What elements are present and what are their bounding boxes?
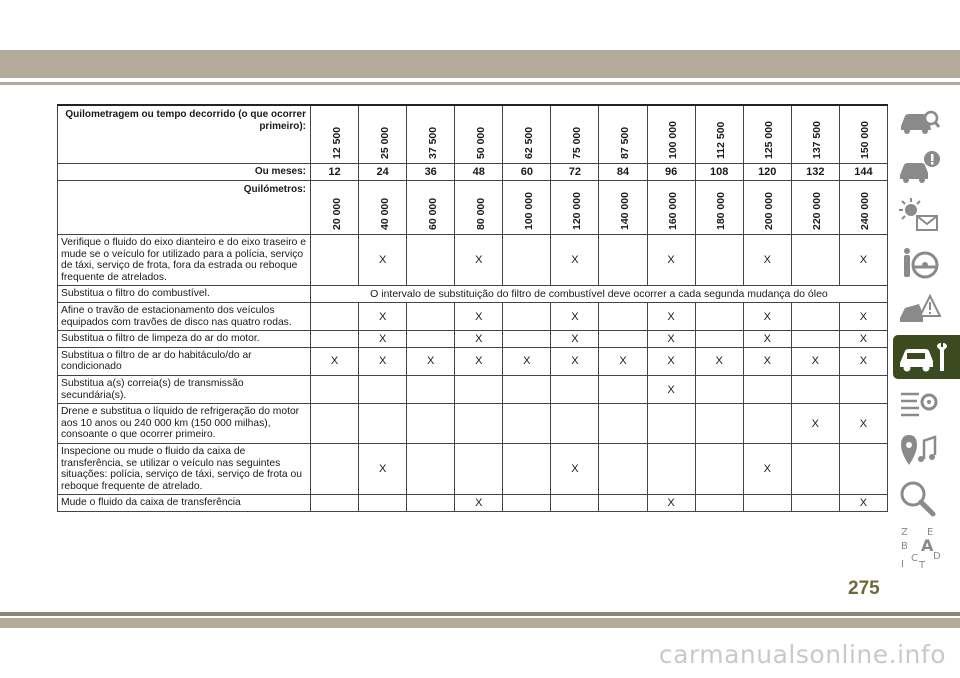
months-value: 72: [551, 164, 599, 181]
index-letter: I: [901, 559, 904, 569]
header-cell: [407, 105, 455, 164]
steering-airbag-icon: [897, 243, 941, 283]
schedule-mark: [551, 375, 599, 403]
header-value: 37 500: [426, 126, 439, 159]
header-value: 150 000: [859, 121, 872, 159]
header-value: 80 000: [474, 197, 487, 230]
row-description: Drene e substitua o líquido de refrigeração do motor aos 10 anos ou 240 000 km (150 000 milhas), consoante o que ocorrer primeiro.: [58, 404, 311, 444]
header-cell: [839, 181, 887, 235]
row-description: Substitua a(s) correia(s) de transmissão secundária(s).: [58, 375, 311, 403]
header-value: 62 500: [522, 126, 535, 159]
header-cell: [503, 105, 551, 164]
schedule-mark: [311, 404, 359, 444]
mileage-header-row: [58, 105, 888, 164]
header-value: 112 500: [715, 121, 728, 159]
table-row: [58, 404, 888, 444]
header-cell: [599, 105, 647, 164]
schedule-mark: [551, 495, 599, 512]
car-wrench-icon: [897, 337, 957, 377]
schedule-mark: X: [743, 347, 791, 375]
schedule-mark: X: [455, 331, 503, 348]
schedule-mark: X: [551, 347, 599, 375]
schedule-mark: X: [455, 235, 503, 286]
schedule-mark: X: [551, 331, 599, 348]
months-header-row: [58, 164, 888, 181]
tab-safety[interactable]: [893, 241, 943, 285]
months-value: 120: [743, 164, 791, 181]
schedule-mark: [311, 302, 359, 330]
index-letter: D: [933, 551, 941, 562]
header-cell: [791, 105, 839, 164]
schedule-mark: [599, 375, 647, 403]
schedule-mark: [695, 495, 743, 512]
table-row: [58, 286, 888, 303]
schedule-mark: [503, 302, 551, 330]
schedule-mark: X: [359, 443, 407, 494]
schedule-mark: [551, 404, 599, 444]
tab-customer-assistance[interactable]: [893, 476, 943, 520]
schedule-mark: [455, 443, 503, 494]
schedule-mark: [311, 495, 359, 512]
row-description: Substitua o filtro de ar do habitáculo/do ar condicionado: [58, 347, 311, 375]
row-description: Mude o fluido da caixa de transferência: [58, 495, 311, 512]
schedule-mark: X: [647, 375, 695, 403]
header-value: 100 000: [522, 192, 535, 230]
schedule-mark: X: [647, 495, 695, 512]
header-line: [0, 82, 960, 85]
schedule-mark: X: [743, 235, 791, 286]
schedule-mark: X: [695, 347, 743, 375]
schedule-mark: [695, 375, 743, 403]
header-value: 40 000: [378, 197, 391, 230]
schedule-mark: X: [647, 331, 695, 348]
schedule-mark: [695, 443, 743, 494]
schedule-mark: X: [839, 331, 887, 348]
schedule-mark: [407, 495, 455, 512]
row-description: Inspecione ou mude o fluido da caixa de transferência, se utilizar o veículo nas seguintes situações: polícia, serviço de táxi, serviço de frota ou reboque frequente de atrelado.: [58, 443, 311, 494]
row-description: Substitua o filtro de limpeza do ar do motor.: [58, 331, 311, 348]
row-description: Substitua o filtro do combustível.: [58, 286, 311, 303]
schedule-mark: [791, 302, 839, 330]
schedule-mark: [743, 375, 791, 403]
tab-servicing-maintenance[interactable]: [893, 335, 960, 379]
months-value: 96: [647, 164, 695, 181]
schedule-mark: [503, 331, 551, 348]
header-cell: [647, 181, 695, 235]
schedule-mark: [695, 331, 743, 348]
table-row: [58, 302, 888, 330]
schedule-mark: X: [743, 443, 791, 494]
tab-technical-specs[interactable]: [893, 382, 943, 426]
tab-starting-operating[interactable]: [893, 194, 943, 238]
schedule-mark: [695, 404, 743, 444]
schedule-mark: [503, 235, 551, 286]
maintenance-schedule-table: [57, 104, 888, 512]
schedule-mark: [743, 404, 791, 444]
schedule-mark: [599, 235, 647, 286]
tab-vehicle-knowledge[interactable]: [893, 100, 943, 144]
header-value: 20 000: [330, 197, 343, 230]
header-value: 180 000: [715, 192, 728, 230]
schedule-mark: X: [551, 235, 599, 286]
table-row: [58, 495, 888, 512]
row-note: O intervalo de substituição do filtro de combustível deve ocorrer a cada segunda mudança do óleo: [311, 286, 888, 303]
schedule-mark: [695, 302, 743, 330]
page-number: 275: [848, 578, 880, 599]
header-value: 125 000: [763, 121, 776, 159]
schedule-mark: [311, 331, 359, 348]
km-label: Quilómetros:: [58, 181, 311, 235]
table-row: [58, 235, 888, 286]
car-crash-warning-icon: [897, 290, 941, 330]
row-description: Verifique o fluido do eixo dianteiro e do eixo traseiro e mude se o veículo for utilizado para a polícia, serviço de táxi, serviço de frota, fora da estrada ou reboque frequente de atrelados.: [58, 235, 311, 286]
schedule-mark: X: [407, 347, 455, 375]
table-row: [58, 331, 888, 348]
table-row: [58, 443, 888, 494]
schedule-mark: X: [311, 347, 359, 375]
header-cell: [311, 181, 359, 235]
header-cell: [551, 181, 599, 235]
schedule-mark: X: [503, 347, 551, 375]
magnifier-icon: [897, 478, 941, 518]
header-cell: [839, 105, 887, 164]
schedule-mark: [407, 443, 455, 494]
schedule-mark: [503, 443, 551, 494]
schedule-mark: X: [839, 235, 887, 286]
header-band: [0, 50, 960, 78]
header-cell: [455, 105, 503, 164]
index-letter: A: [921, 536, 934, 555]
schedule-mark: [599, 495, 647, 512]
schedule-mark: [311, 443, 359, 494]
schedule-mark: [503, 375, 551, 403]
schedule-mark: X: [839, 302, 887, 330]
header-cell: [311, 105, 359, 164]
specs-gear-icon: [897, 384, 941, 424]
schedule-mark: [839, 375, 887, 403]
header-cell: [599, 181, 647, 235]
schedule-mark: X: [791, 347, 839, 375]
months-value: 60: [503, 164, 551, 181]
header-cell: [791, 181, 839, 235]
alphabet-index-icon: [897, 525, 941, 569]
index-letter: T: [919, 560, 926, 569]
header-value: 200 000: [763, 192, 776, 230]
months-value: 12: [311, 164, 359, 181]
schedule-mark: [311, 375, 359, 403]
schedule-mark: [599, 443, 647, 494]
header-cell: [503, 181, 551, 235]
schedule-mark: [311, 235, 359, 286]
schedule-mark: [503, 404, 551, 444]
km-header-row: [58, 181, 888, 235]
row-description: Afine o travão de estacionamento dos veículos equipados com travões de disco nas quatro rodas.: [58, 302, 311, 330]
schedule-mark: [599, 302, 647, 330]
schedule-mark: X: [647, 235, 695, 286]
header-cell: [407, 181, 455, 235]
header-value: 120 000: [570, 192, 583, 230]
tab-dashboard[interactable]: [893, 147, 943, 191]
index-letter: Z: [901, 527, 908, 538]
schedule-mark: X: [743, 331, 791, 348]
header-value: 87 500: [619, 126, 631, 159]
header-value: 50 000: [474, 126, 487, 159]
schedule-mark: X: [599, 347, 647, 375]
table-row: [58, 375, 888, 403]
header-value: 12 500: [330, 126, 343, 159]
schedule-mark: [407, 302, 455, 330]
months-value: 132: [791, 164, 839, 181]
table-row: [58, 347, 888, 375]
schedule-mark: [359, 375, 407, 403]
header-cell: [743, 181, 791, 235]
schedule-mark: [407, 235, 455, 286]
schedule-mark: [839, 443, 887, 494]
index-letter: E: [927, 527, 934, 538]
car-info-icon: [897, 149, 941, 189]
months-value: 24: [359, 164, 407, 181]
schedule-mark: X: [359, 347, 407, 375]
tab-emergency[interactable]: [893, 288, 943, 332]
header-value: 160 000: [667, 192, 680, 230]
footer-line: [0, 612, 960, 616]
schedule-mark: [791, 443, 839, 494]
header-cell: [455, 181, 503, 235]
schedule-mark: X: [647, 347, 695, 375]
months-value: 108: [695, 164, 743, 181]
header-value: 137 500: [811, 121, 824, 159]
schedule-mark: X: [359, 331, 407, 348]
tab-multimedia[interactable]: [893, 429, 943, 473]
schedule-mark: [503, 495, 551, 512]
months-label: Ou meses:: [58, 164, 311, 181]
schedule-mark: X: [839, 404, 887, 444]
schedule-mark: [743, 495, 791, 512]
schedule-mark: [647, 443, 695, 494]
schedule-mark: X: [455, 347, 503, 375]
music-nav-icon: [897, 431, 941, 471]
months-value: 36: [407, 164, 455, 181]
warning-light-mail-icon: [897, 196, 941, 236]
schedule-mark: X: [647, 302, 695, 330]
header-value: 240 000: [859, 192, 872, 230]
schedule-mark: [791, 235, 839, 286]
schedule-mark: [791, 375, 839, 403]
schedule-mark: X: [839, 347, 887, 375]
months-value: 48: [455, 164, 503, 181]
car-search-icon: [897, 102, 941, 142]
tab-index[interactable]: [893, 523, 943, 567]
header-value: 140 000: [619, 192, 631, 230]
header-cell: [695, 105, 743, 164]
schedule-mark: [791, 331, 839, 348]
schedule-mark: [791, 495, 839, 512]
header-value: 220 000: [811, 192, 824, 230]
schedule-mark: [407, 331, 455, 348]
schedule-mark: [359, 404, 407, 444]
schedule-mark: X: [551, 443, 599, 494]
schedule-mark: X: [359, 235, 407, 286]
schedule-mark: [695, 235, 743, 286]
header-cell: [743, 105, 791, 164]
index-letter: B: [901, 541, 908, 552]
months-value: 84: [599, 164, 647, 181]
watermark-text: carmanualsonline.info: [658, 640, 946, 669]
schedule-mark: X: [455, 495, 503, 512]
header-cell: [647, 105, 695, 164]
header-value: 100 000: [667, 121, 680, 159]
header-value: 75 000: [570, 126, 583, 159]
footer-band: [0, 618, 960, 628]
mileage-label: Quilometragem ou tempo decorrido (o que ocorrer primeiro):: [58, 105, 311, 164]
schedule-mark: [647, 404, 695, 444]
schedule-mark: [407, 375, 455, 403]
months-value: 144: [839, 164, 887, 181]
schedule-mark: X: [839, 495, 887, 512]
schedule-mark: [407, 404, 455, 444]
header-cell: [359, 105, 407, 164]
schedule-mark: [455, 404, 503, 444]
header-value: 60 000: [426, 197, 439, 230]
schedule-mark: X: [791, 404, 839, 444]
index-letter: C: [911, 553, 918, 564]
schedule-mark: X: [743, 302, 791, 330]
header-cell: [551, 105, 599, 164]
schedule-mark: [359, 495, 407, 512]
schedule-mark: X: [551, 302, 599, 330]
header-value: 25 000: [378, 126, 391, 159]
schedule-mark: [599, 404, 647, 444]
schedule-mark: X: [359, 302, 407, 330]
schedule-mark: [599, 331, 647, 348]
header-cell: [695, 181, 743, 235]
schedule-mark: X: [455, 302, 503, 330]
chapter-sidebar: [893, 100, 960, 570]
schedule-mark: [455, 375, 503, 403]
header-cell: [359, 181, 407, 235]
